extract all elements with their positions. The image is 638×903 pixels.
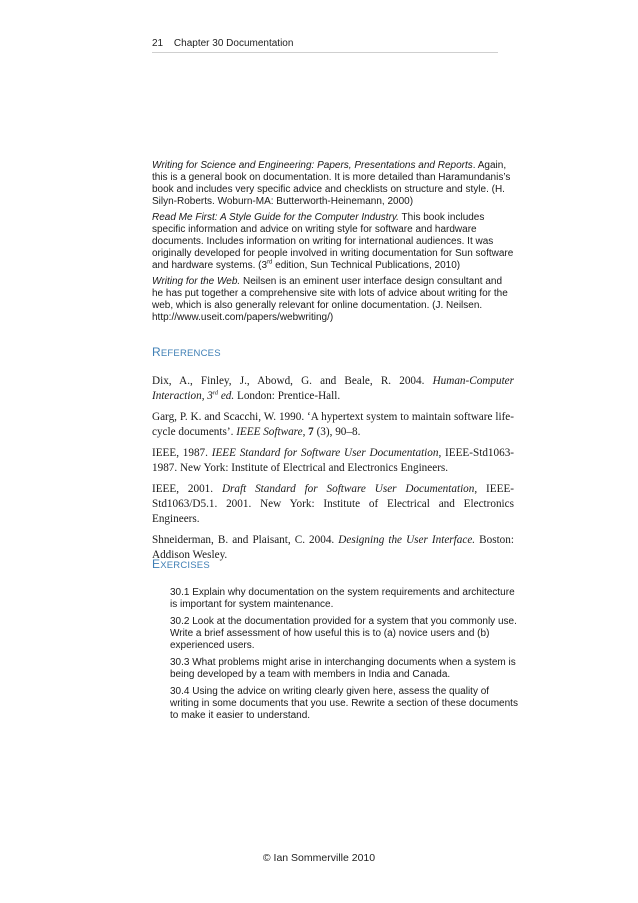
references-list: [152, 374, 514, 569]
reference-entry: IEEE, 1987. IEEE Standard for Software User Documentation, IEEE-Std1063-1987. New York: Institute of Electrical and Electronics Engineers.: [152, 447, 515, 474]
book-description: This book includes specific information and advice on writing style for software and hardware documents. Includes information on writing for international audiences. It was originally developed for people involved in writing documentation for Sun software and hardware systems. (3: [152, 212, 514, 271]
book-description-end: edition, Sun Technical Publications, 2010): [272, 260, 461, 271]
reference-entry: Dix, A., Finley, J., Abowd, G. and Beale, R. 2004. Human-Computer Interaction, 3rd ed. London: Prentice-Hall.: [152, 375, 514, 402]
reference-entry: IEEE, 2001. Draft Standard for Software User Documentation, IEEE-Std1063/D5.1. 2001. New York: Institute of Electrical and Electronics Engineers.: [152, 483, 515, 525]
exercise-item: 30.3 What problems might arise in interchanging documents when a system is being developed by a team with members in India and Canada.: [170, 657, 516, 680]
running-header: [152, 38, 498, 53]
book-title: Writing for Science and Engineering: Papers, Presentations and Reports: [152, 160, 473, 171]
book-entry: [152, 160, 514, 208]
book-title: Writing for the Web.: [152, 276, 241, 287]
book-description: Neilsen is an eminent user interface design consultant and he has put together a comprehensive site with lots of advice about writing for the web, which is also generally relevant for online documentation. (J. Neilsen. http://www.useit.com/papers/webwriting/): [152, 276, 508, 323]
reference-entry: Garg, P. K. and Scacchi, W. 1990. ‘A hypertext system to maintain software life-cycle documents’. IEEE Software, 7 (3), 90–8.: [152, 411, 514, 438]
book-entry: [152, 276, 514, 324]
chapter-title: Chapter 30 Documentation: [173, 38, 294, 49]
page-number: 21: [152, 38, 164, 49]
book-entry: [152, 212, 514, 272]
copyright-footer: © Ian Sommerville 2010: [262, 852, 376, 864]
exercises-heading: EXERCISES: [152, 557, 210, 571]
exercise-item: 30.1 Explain why documentation on the system requirements and architecture is important for system maintenance.: [170, 587, 515, 610]
reference-entry: Shneiderman, B. and Plaisant, C. 2004. Designing the User Interface. Boston: Addison Wesley.: [152, 534, 514, 561]
book-description: . Again, this is a general book on documentation. It is more detailed than Haramundanis’s book and includes very specific advice and checklists on structure and style. (H. Silyn-Roberts. Woburn-MA: Butterworth-Heinemann, 2000): [152, 160, 511, 207]
superscript: rd: [267, 259, 273, 266]
exercises-list: [170, 587, 518, 727]
references-heading: REFERENCES: [152, 345, 221, 359]
book-title: Read Me First: A Style Guide for the Computer Industry.: [152, 212, 399, 223]
exercise-item: 30.2 Look at the documentation provided for a system that you commonly use. Write a brief assessment of how useful this is to (a) novice users and (b) experienced users.: [170, 616, 517, 651]
exercise-item: 30.4 Using the advice on writing clearly given here, assess the quality of writing in some documents that you use. Rewrite a section of these documents to make it easier to understand.: [170, 686, 518, 721]
further-reading-list: [152, 160, 514, 328]
